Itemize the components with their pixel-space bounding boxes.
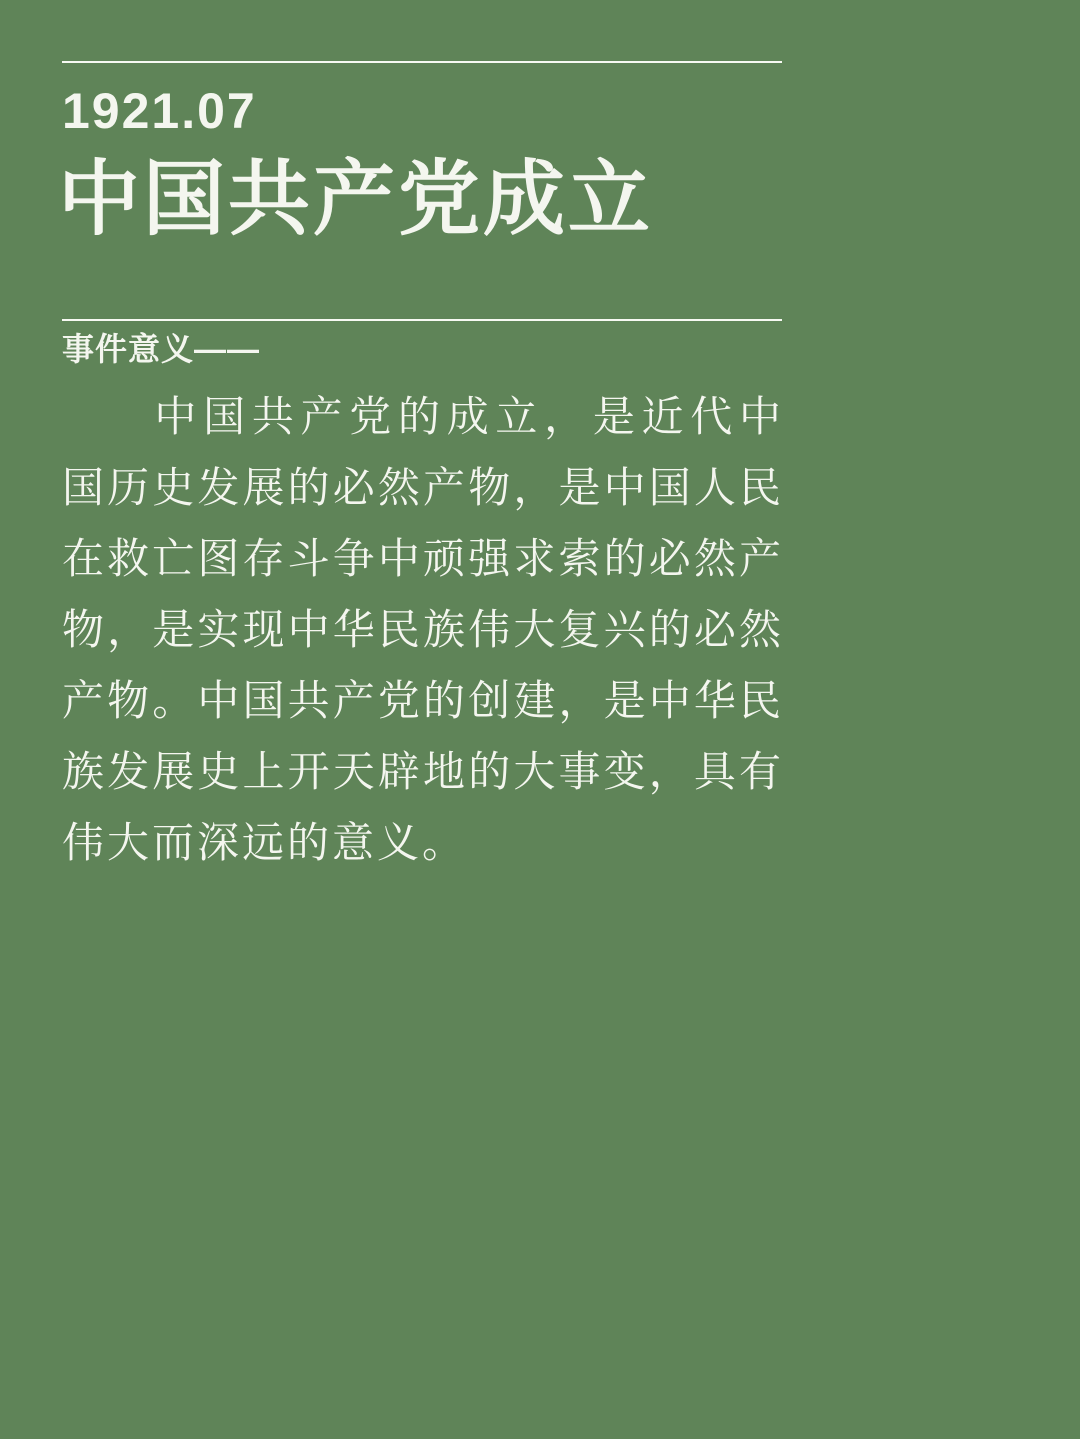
section-divider (62, 319, 782, 321)
page-title: 中国共产党成立 (58, 154, 654, 245)
section-label: 事件意义—— (62, 331, 261, 367)
body-paragraph: 中国共产党的成立，是近代中国历史发展的必然产物，是中国人民在救亡图存斗争中顽强求索的必然产物，是实现中华民族伟大复兴的必然产物。中国共产党的创建，是中华民族发展史上开天辟地的大事变，具有伟大而深远的意义。 (62, 395, 784, 867)
event-date: 1921.07 (62, 83, 257, 139)
top-divider (62, 61, 782, 63)
